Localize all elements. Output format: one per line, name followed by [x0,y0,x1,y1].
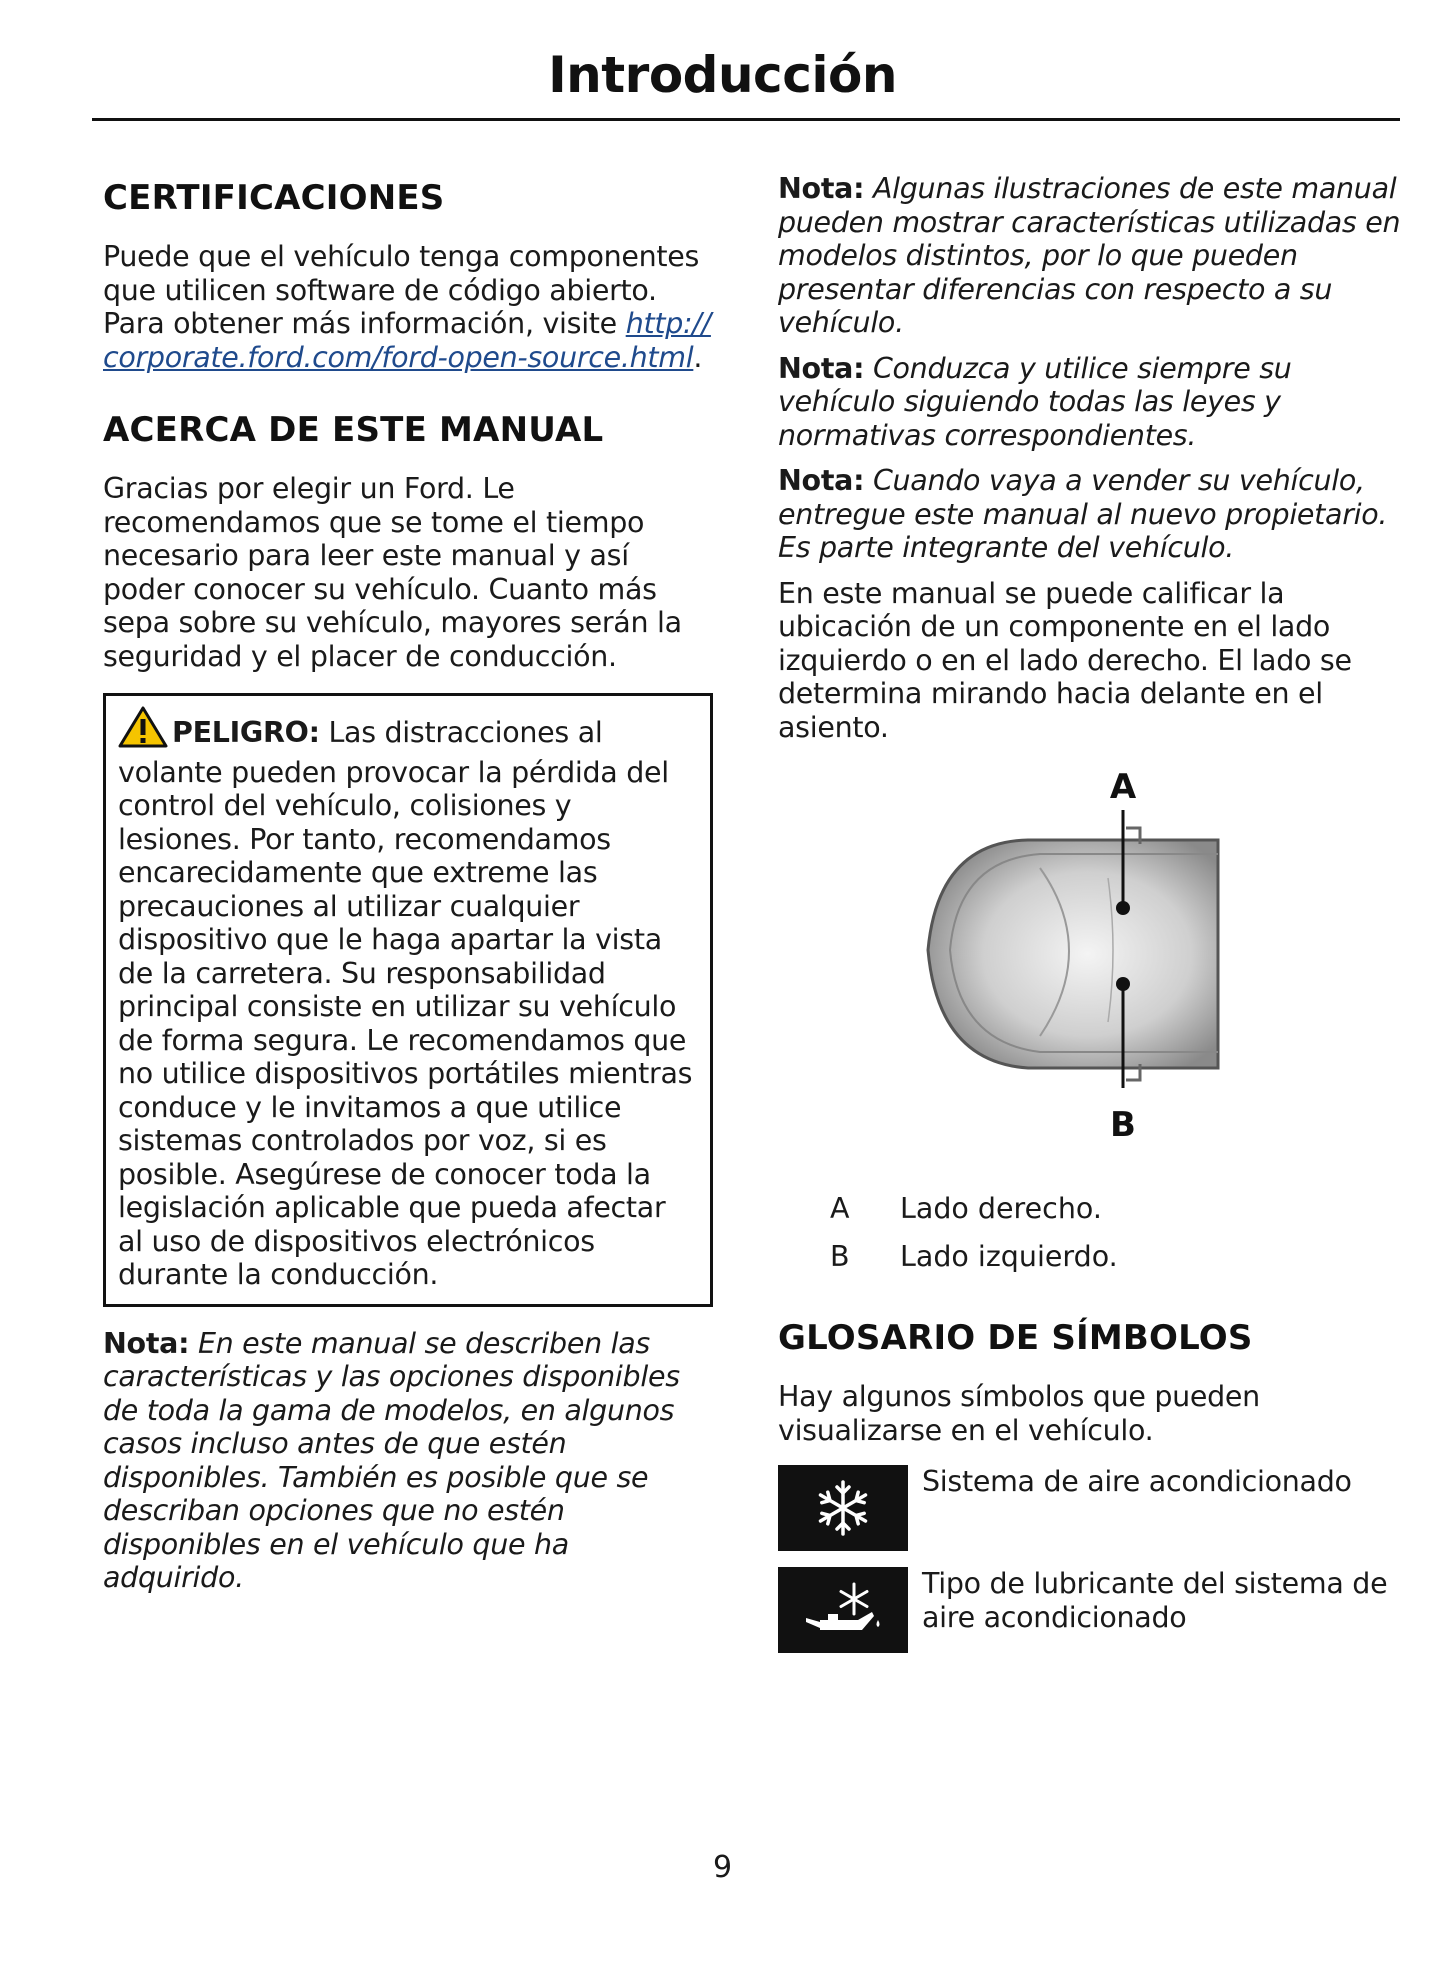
symbol-row [778,1567,1408,1653]
symbol-label: Sistema de aire acondicionado [922,1465,1352,1498]
diagram-label-a: A [1109,770,1137,807]
symbol-label: Tipo de lubricante del sistema de aire acondicionado [922,1567,1388,1634]
snowflake-icon [778,1465,908,1551]
page-title: Introducción [548,46,897,104]
legend-value: Lado derecho. [900,1192,1102,1225]
certificaciones-body: Puede que el vehículo tenga componentes que utilicen software de código abierto. Para obtener más información, visite [103,240,700,340]
note-text: Conduzca y utilice siempre su vehículo siguiendo todas las leyes y normativas correspondientes. [778,351,1292,452]
note-label: Nota: [778,172,865,205]
open-source-link[interactable]: http://corporate.ford.com/ford-open-source.html [103,307,711,374]
certificaciones-text [103,240,713,374]
note-text: Cuando vaya a vender su vehículo, entregue este manual al nuevo propietario. Es parte integrante del vehículo. [778,464,1388,564]
warning-label: PELIGRO: [172,716,320,749]
note-label: Nota: [778,351,865,385]
legend-key: A [830,1192,850,1225]
note-label: Nota: [103,1326,190,1360]
warning-text [118,706,698,1292]
car-top-view-illustration [778,770,1408,1200]
note-item [778,172,1408,340]
section-heading-glosario: GLOSARIO DE SÍMBOLOS [778,1318,1253,1358]
oil-can-snowflake-icon [778,1567,908,1653]
note-text: Algunas ilustraciones de este manual pueden mostrar características utilizadas en modelos distintos, por lo que pueden presentar diferencias con respecto a su vehículo. [778,172,1401,339]
section-heading-certificaciones: CERTIFICACIONES [103,178,445,218]
link-period: . [693,340,703,374]
page-number: 9 [712,1850,733,1885]
legend-value: Lado izquierdo. [900,1240,1118,1273]
symbol-row [778,1465,1408,1551]
header-divider [92,118,1400,121]
left-column [103,178,713,1595]
diagram-label-b: B [1110,1105,1136,1145]
side-explanation: En este manual se puede calificar la ubicación de un componente en el lado izquierdo o en el lado derecho. El lado se determina mirando hacia delante en el asiento. [778,576,1352,744]
section-heading-acerca: ACERCA DE ESTE MANUAL [103,410,604,450]
warning-body: Las distracciones al volante pueden provocar la pérdida del control del vehículo, colisiones y lesiones. Por tanto, recomendamos encarecidamente que extreme las precauciones al utilizar cualquier dispositivo que le haga apartar la vista de la carretera. Su responsabilidad principal consiste en utilizar su vehículo de forma segura. Le recomendamos que no utilice dispositivos portátiles mientras conduce y le invitamos a que utilice sistemas controlados por voz, si es posible. Asegúrese de conocer toda la legislación aplicable que pueda afectar al uso de dispositivos electrónicos durante la conducción. [118,716,693,1291]
car-side-diagram [778,770,1408,1200]
diagram-legend [778,1192,1408,1274]
right-column [778,172,1408,1653]
note-item [103,1327,713,1595]
note-item [778,352,1408,453]
glosario-intro: Hay algunos símbolos que pueden visualizarse en el vehículo. [778,1380,1260,1447]
note-item [778,464,1408,565]
note-text: En este manual se describen las características y las opciones disponibles de toda la gama de modelos, en algunos casos incluso antes de que estén disponibles. También es posible que se describan opciones que no estén disponibles en el vehículo que ha adquirido. [103,1326,680,1594]
legend-item [778,1240,1408,1274]
legend-key: B [830,1240,850,1273]
acerca-text: Gracias por elegir un Ford. Le recomendamos que se tome el tiempo necesario para leer este manual y así poder conocer su vehículo. Cuanto más sepa sobre su vehículo, mayores serán la seguridad y el placer de conducción. [103,472,682,673]
note-label: Nota: [778,464,865,497]
warning-triangle-icon [118,706,168,756]
warning-box [103,693,713,1307]
